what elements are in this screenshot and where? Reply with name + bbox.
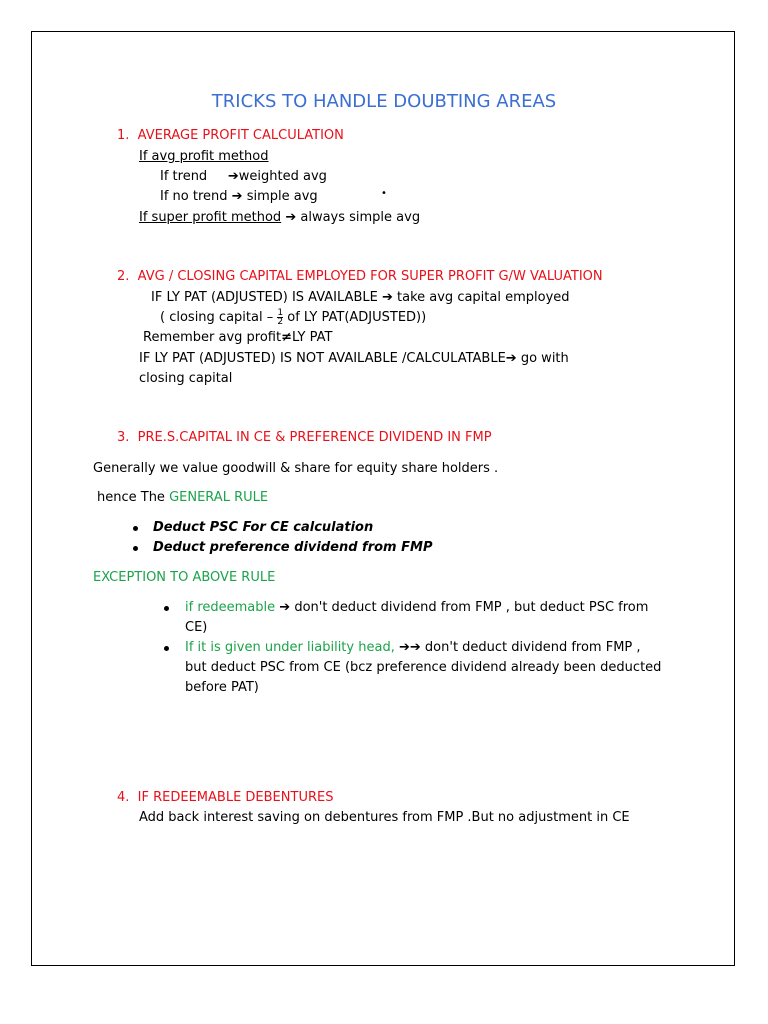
exception-heading: EXCEPTION TO ABOVE RULE	[93, 570, 276, 585]
arrow-icon: ➔	[279, 600, 291, 615]
super-profit-line	[139, 208, 420, 228]
ly-pat-not-available-line	[139, 349, 569, 369]
super-profit-value: always simple avg	[300, 210, 421, 225]
debentures-line: Add back interest saving on debentures from FMP .But no adjustment in CE	[139, 810, 630, 825]
super-profit-method-label: If super profit method	[139, 210, 282, 225]
exception-2-text: don't deduct dividend from FMP ,	[424, 640, 641, 655]
no-trend-value: simple avg	[246, 189, 318, 204]
half-fraction: $\frac{1}{2}$	[277, 308, 284, 327]
trend-label: If trend	[160, 169, 208, 184]
section-3-heading	[117, 428, 492, 448]
section-2-title: AVG / CLOSING CAPITAL EMPLOYED FOR SUPER PROFIT G/W VALUATION	[137, 269, 603, 284]
arrow-icon: ➔	[505, 351, 517, 366]
take-avg-capital-text: take avg capital employed	[397, 290, 570, 305]
formula-part-b: of LY PAT(ADJUSTED))	[287, 310, 427, 325]
exception-2-line-1	[185, 638, 641, 658]
generally-line: Generally we value goodwill & share for equity share holders .	[93, 461, 499, 476]
rule-item-2: Deduct preference dividend from FMP	[153, 540, 433, 555]
exception-2-line-3: before PAT)	[185, 680, 259, 695]
ly-pat-not-available-text: IF LY PAT (ADJUSTED) IS NOT AVAILABLE /CALCULATABLE	[139, 351, 506, 366]
closing-capital-text: closing capital	[139, 371, 233, 386]
no-trend-label: If no trend	[160, 189, 228, 204]
arrow-icon: ➔	[381, 290, 393, 305]
section-4-heading	[117, 788, 333, 808]
arrow-icon: ➔	[409, 640, 421, 655]
section-3-title: PRE.S.CAPITAL IN CE & PREFERENCE DIVIDEND IN FMP	[137, 430, 492, 445]
section-1-number: 1.	[117, 128, 130, 143]
section-4-number: 4.	[117, 790, 130, 805]
formula-part-a: ( closing capital –	[160, 310, 274, 325]
general-rule-label: GENERAL RULE	[169, 490, 269, 505]
hence-text: hence The	[97, 490, 165, 505]
section-1-heading	[117, 126, 344, 146]
bullet-icon	[164, 646, 169, 651]
exception-1-line-2: CE)	[185, 620, 208, 635]
section-3-number: 3.	[117, 430, 130, 445]
arrow-icon: ➔	[231, 189, 243, 204]
section-1-title: AVERAGE PROFIT CALCULATION	[137, 128, 344, 143]
go-with-text: go with	[520, 351, 569, 366]
exception-1-line-1	[185, 598, 648, 618]
exception-2-line-2: but deduct PSC from CE (bcz preference dividend already been deducted	[185, 660, 662, 675]
stray-mark: •	[381, 188, 387, 199]
hence-line	[97, 488, 268, 508]
bullet-icon	[164, 606, 169, 611]
ly-pat-available-line	[151, 288, 570, 308]
ly-pat-text: LY PAT	[292, 330, 333, 345]
section-2-number: 2.	[117, 269, 130, 284]
section-2-heading	[117, 267, 603, 287]
avg-profit-method-label: If avg profit method	[139, 149, 269, 164]
arrow-icon: ➔	[227, 169, 239, 184]
ly-pat-available-text: IF LY PAT (ADJUSTED) IS AVAILABLE	[151, 290, 378, 305]
if-redeemable-text: if redeemable	[185, 600, 276, 615]
bullet-icon	[133, 546, 138, 551]
section-4-title: IF REDEEMABLE DEBENTURES	[137, 790, 334, 805]
trend-line	[160, 167, 327, 187]
page-title: TRICKS TO HANDLE DOUBTING AREAS	[211, 91, 557, 112]
remember-text: Remember avg profit	[143, 330, 282, 345]
closing-capital-formula	[160, 308, 426, 328]
bullet-icon	[133, 526, 138, 531]
arrow-icon: ➔	[285, 210, 297, 225]
not-equal-icon: ≠	[281, 330, 292, 345]
remember-line	[143, 328, 332, 348]
arrow-icon: ➔	[398, 640, 410, 655]
no-trend-line	[160, 187, 318, 207]
liability-head-text: If it is given under liability head,	[185, 640, 395, 655]
exception-1-text: don't deduct dividend from FMP , but deduct PSC from	[294, 600, 649, 615]
trend-value: weighted avg	[238, 169, 327, 184]
rule-item-1: Deduct PSC For CE calculation	[153, 520, 374, 535]
